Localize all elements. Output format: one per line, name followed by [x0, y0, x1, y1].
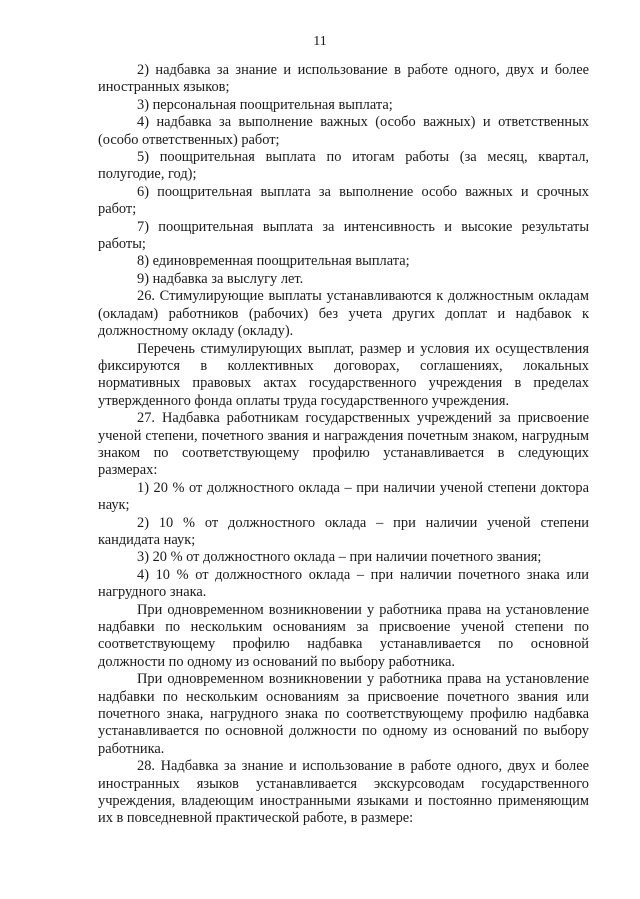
paragraph-clause-28: 28. Надбавка за знание и использование в работе одного, двух и более иностранных языков устанавливается экскурсоводам государственного учреждения, владеющим иностранными языками и постоянно применяющим их в повседневной практической работе, в размере: [98, 758, 589, 827]
paragraph-item-6: 6) поощрительная выплата за выполнение особо важных и срочных работ; [98, 183, 589, 218]
paragraph-multiple-title: При одновременном возникновении у работника права на установление надбавки по нескольким основаниям за присвоение почетного звания или почетного знака, нагрудного знака по соответствующему профилю надбавка устанавливается по основной должности по одному из оснований по выбору работника. [98, 671, 589, 757]
paragraph-item-5: 5) поощрительная выплата по итогам работы (за месяц, квартал, полугодие, год); [98, 149, 589, 183]
paragraph-item-8: 8) единовременная поощрительная выплата; [137, 253, 410, 270]
paragraph-clause-26: 26. Стимулирующие выплаты устанавливаются к должностным окладам (окладам) работников (рабочих) без учета других доплат и надбавок к должностному окладу (окладу). [98, 288, 589, 340]
paragraph-item-2: 2) надбавка за знание и использование в работе одного, двух и более иностранных языков; [98, 62, 589, 96]
paragraph-multiple-degree: При одновременном возникновении у работника права на установление надбавки по нескольким основаниям за присвоение ученой степени по соответствующему профилю надбавка устанавливается по основной должности по одному из оснований по выбору работника. [98, 601, 589, 670]
paragraph-item-9: 9) надбавка за выслугу лет. [137, 270, 304, 287]
paragraph-rate-4: 4) 10 % от должностного оклада – при наличии почетного знака или нагрудного знака. [98, 566, 589, 601]
paragraph-list-of-payments: Перечень стимулирующих выплат, размер и условия их осуществления фиксируются в коллективных договорах, соглашениях, локальных нормативных правовых актах государственного учреждения в пределах утвержденного фонда оплаты труда государственного учреждения. [98, 340, 589, 409]
page-number: 11 [313, 34, 327, 49]
paragraph-item-4: 4) надбавка за выполнение важных (особо важных) и ответственных (особо ответственных) работ; [98, 114, 589, 148]
paragraph-item-3: 3) персональная поощрительная выплата; [137, 96, 393, 113]
paragraph-rate-1: 1) 20 % от должностного оклада – при наличии ученой степени доктора наук; [98, 479, 589, 514]
document-body [98, 62, 589, 828]
paragraph-clause-27: 27. Надбавка работникам государственных учреждений за присвоение ученой степени, почетного звания и награждения почетным знаком, нагрудным знаком по соответствующему профилю устанавливается в следующих размерах: [98, 410, 589, 479]
paragraph-rate-2: 2) 10 % от должностного оклада – при наличии ученой степени кандидата наук; [98, 514, 589, 548]
paragraph-rate-3: 3) 20 % от должностного оклада – при наличии почетного звания; [137, 549, 542, 566]
paragraph-item-7: 7) поощрительная выплата за интенсивность и высокие результаты работы; [98, 218, 589, 253]
